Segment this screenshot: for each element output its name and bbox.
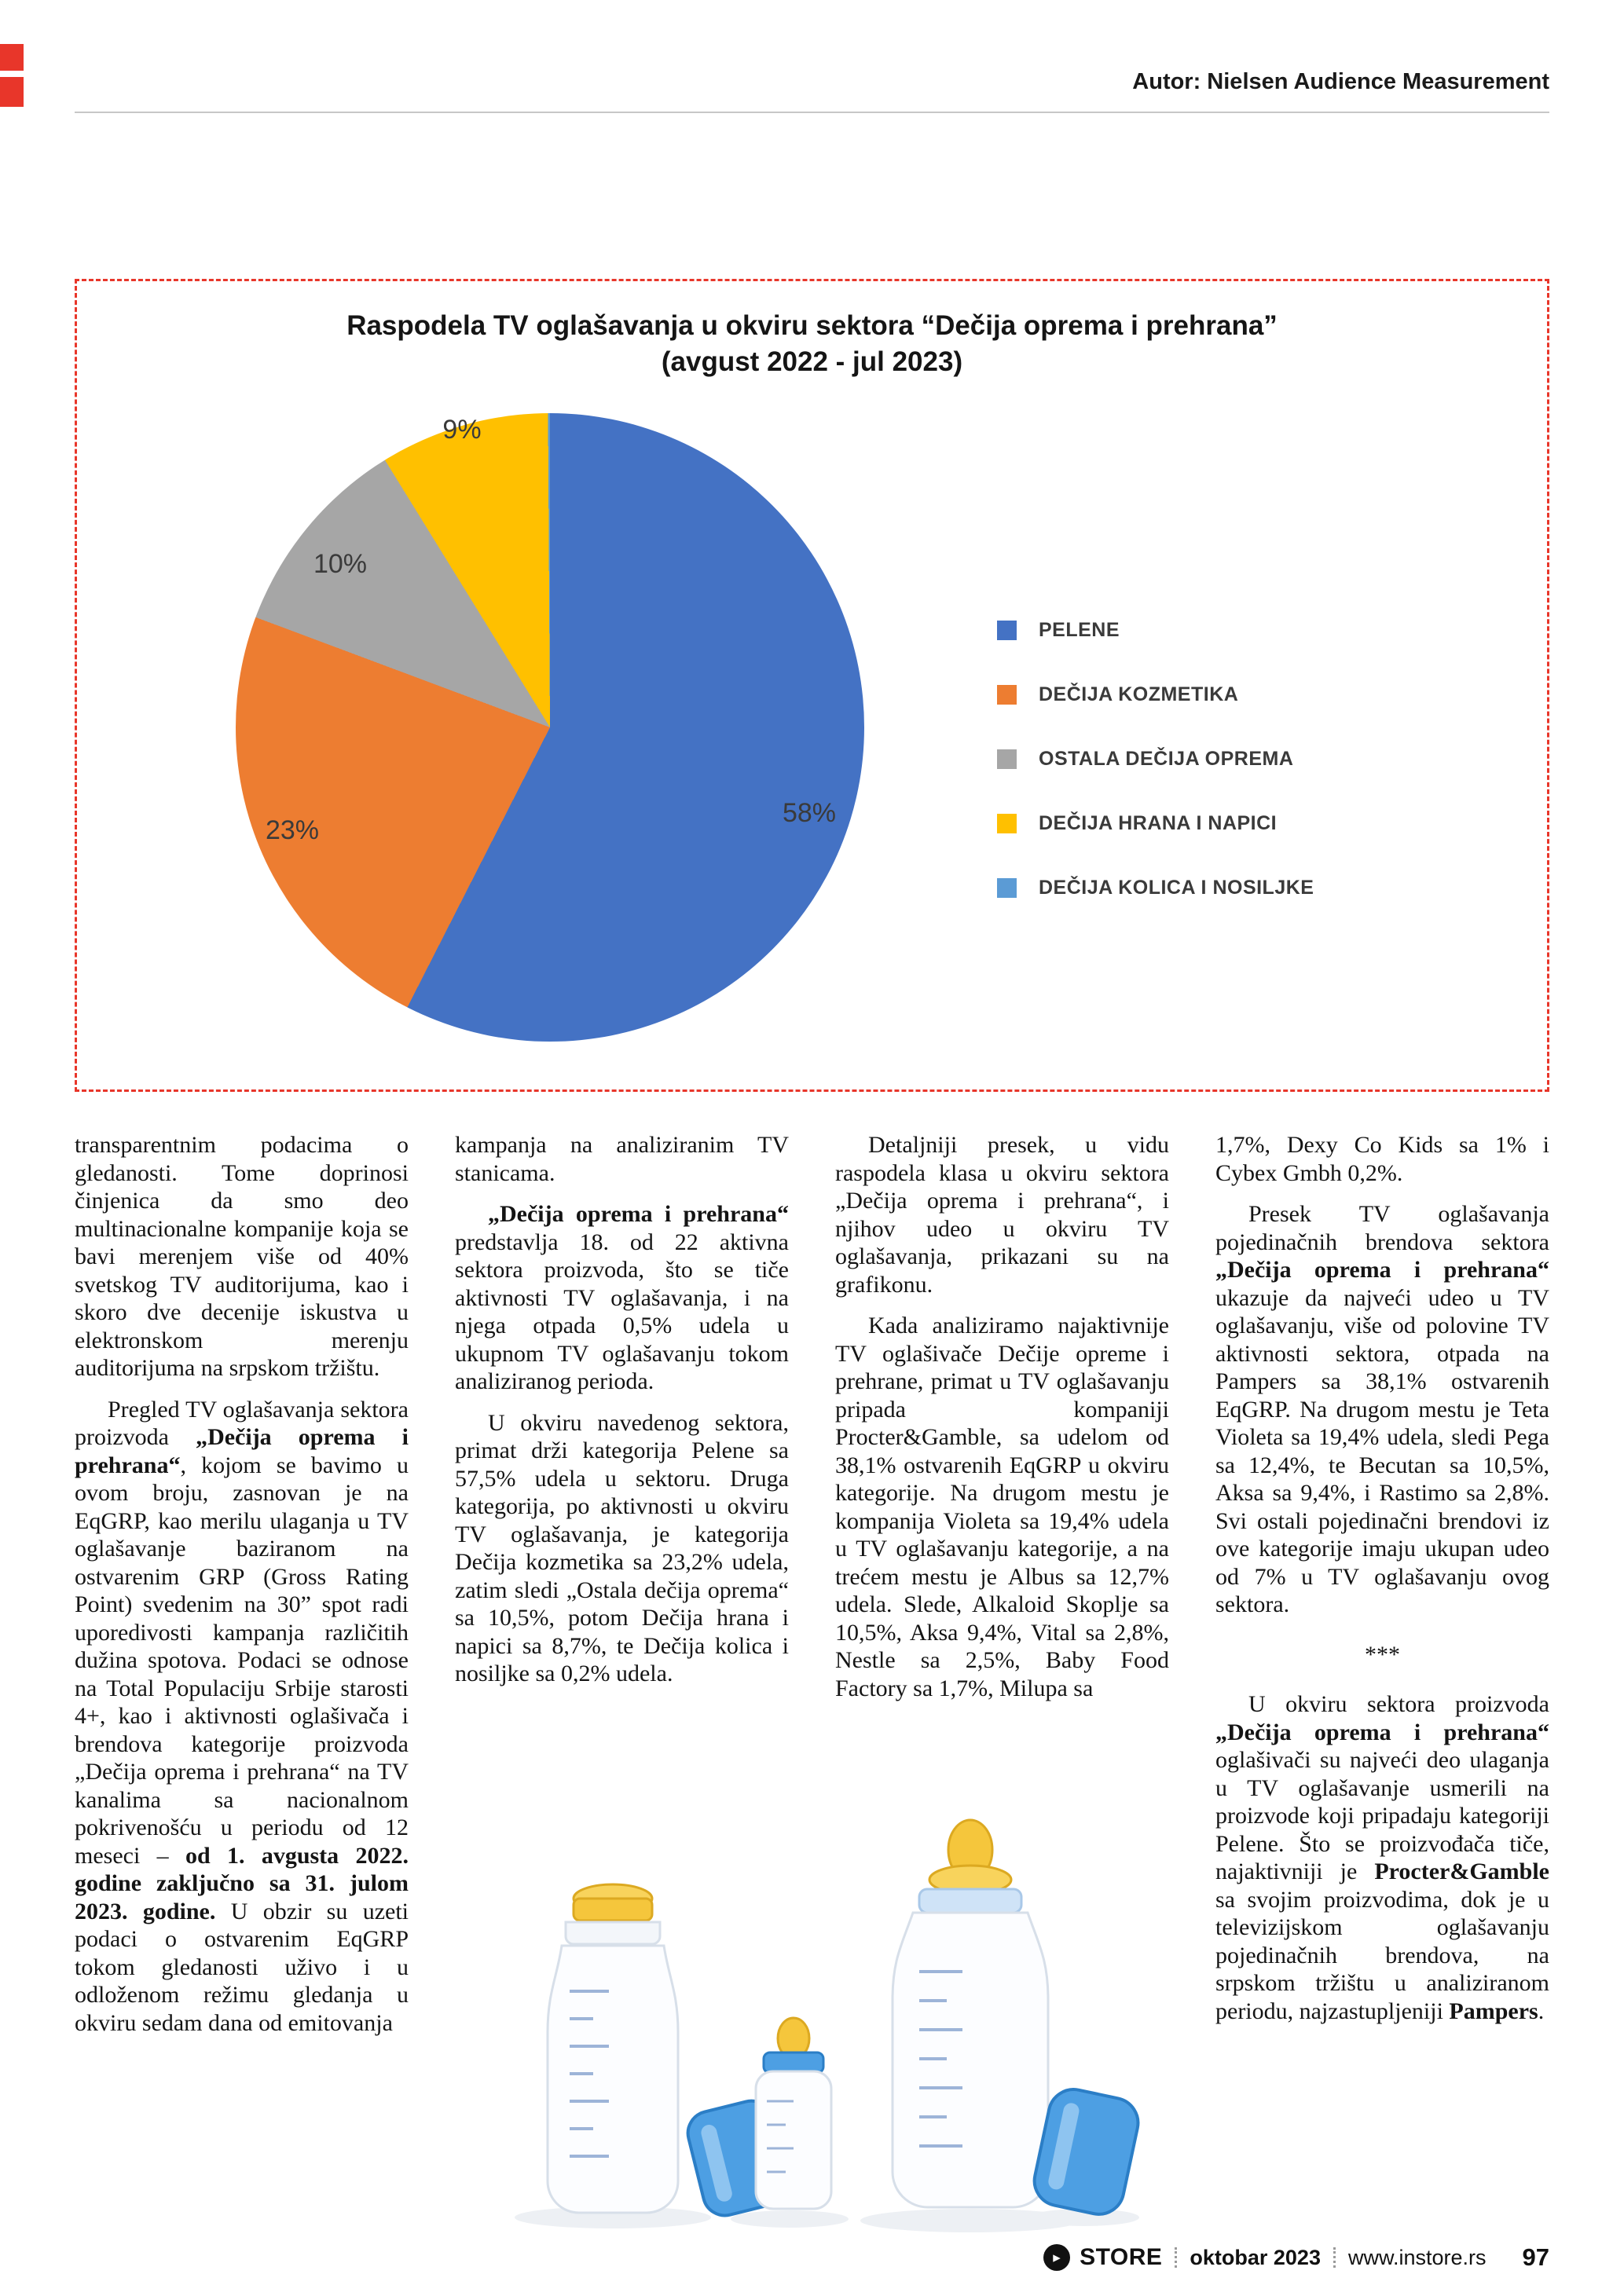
pie-label-decija-hrana-i-napici: 9%	[442, 415, 482, 445]
article-paragraph: transparentnim podacima o gledanosti. Tome doprinosi činjenica da smo deo multinacionalne kompanije koja se bavi merenjem više od 40% svetskog TV auditorijuma, kao i skoro dve decenije iskustva u elektronskom merenju auditorijuma na srpskom tržištu.	[75, 1132, 409, 1381]
article-column-3	[835, 1131, 1169, 1716]
pie-label-ostala-decija-oprema: 10%	[313, 549, 368, 579]
pie-label-pelene: 58%	[782, 798, 837, 828]
chart-panel	[75, 279, 1549, 1092]
author-credit: Autor: Nielsen Audience Measurement	[1132, 69, 1549, 94]
legend-swatch	[997, 685, 1017, 705]
article-paragraph: ***	[1365, 1641, 1400, 1668]
legend-item	[997, 619, 1314, 642]
page-footer	[75, 2243, 1549, 2272]
page-edge-marker-bottom	[0, 77, 24, 107]
legend-label: PELENE	[1039, 619, 1120, 641]
footer-divider	[1175, 2247, 1177, 2268]
legend-item	[997, 877, 1314, 899]
header-rule	[75, 112, 1549, 113]
article-paragraph: U okviru sektora proizvoda „Dečija oprema i prehrana“ oglašivači su najveći deo ulaganja u TV oglašavanje usmerili na proizvode koji pripadaju kategoriji Pelene. Što se proizvođača tiče, najaktivniji je Procter&Gamble sa svojim proizvodima, dok je u televizijskom oglašavanju pojedinačnih brendova, na srpskom tržištu u analiziranom periodu, najzastupljeniji Pampers.	[1215, 1691, 1549, 2024]
footer-brand: STORE	[1080, 2244, 1163, 2270]
article-paragraph: U okviru navedenog sektora, primat drži kategorija Pelene sa 57,5% udela u sektoru. Druga kategorija, po aktivnosti u okviru TV oglašavanja, je kategorija Dečija kozmetika sa 23,2% udela, zatim sledi „Ostala dečija oprema“ sa 10,5%, potom Dečija hrana i napici sa 8,7%, te Dečija kolica i nosiljke sa 0,2% udela.	[455, 1409, 789, 1686]
legend-item	[997, 683, 1314, 706]
article-paragraph: Detaljniji presek, u vidu raspodela klasa u okviru sektora „Dečija oprema i prehrana“, i njihov udeo u okviru TV oglašavanja, prikazani su na grafikonu.	[835, 1132, 1169, 1298]
article-paragraph: 1,7%, Dexy Co Kids sa 1% i Cybex Gmbh 0,2%.	[1215, 1132, 1549, 1186]
legend-swatch	[997, 749, 1017, 769]
article-paragraph: „Dečija oprema i prehrana“ predstavlja 18. od 22 aktivna sektora proizvoda, što se tiče aktivnosti TV oglašavanja, i na njega otpada 0,5% udela u ukupnom TV oglašavanju tokom analiziranog perioda.	[455, 1201, 789, 1394]
footer-website: www.instore.rs	[1347, 2245, 1487, 2269]
page-edge-marker-top	[0, 44, 24, 71]
legend-swatch	[997, 878, 1017, 898]
legend-swatch	[997, 814, 1017, 833]
legend-label: DEČIJA HRANA I NAPICI	[1039, 812, 1278, 834]
legend-label: DEČIJA KOZMETIKA	[1039, 683, 1239, 705]
article-paragraph: Presek TV oglašavanja pojedinačnih brendova sektora „Dečija oprema i prehrana“ ukazuje da najveći udeo u TV oglašavanju, više od polovine TV aktivnosti sektora, otpada na Pampers sa 38,1% ostvarenih EqGRP. Na drugom mestu je Teta Violeta sa 19,4% udela, sledi Pega sa 12,4%, te Becutan sa 10,5%, Aksa sa 9,4%, i Rastimo sa 2,8%. Svi ostali pojedinačni brendovi iz ove kategorije imaju ukupan udeo od 7% u TV oglašavanju ovog sektora.	[1215, 1201, 1549, 1617]
article-column-2	[455, 1131, 789, 1701]
page-number: 97	[1522, 2243, 1549, 2271]
baby-bottles-illustration	[479, 1787, 1147, 2239]
legend-item	[997, 748, 1314, 771]
chart-legend	[997, 619, 1314, 941]
article-paragraph: Pregled TV oglašavanja sektora proizvoda „Dečija oprema i prehrana“, kojom se bavimo u ovom broju, zasnovan je na EqGRP, kao merilu ulaganja u TV oglašavanje baziranom na ostvarenim GRP (Gross Rating Point) svedenim na 30” spot radi uporedivosti kampanja različitih dužina spotova. Podaci se odnose na Total Populaciju Srbije starosti 4+, kao i aktivnosti oglašivača i brendova kategorije proizvoda „Dečija oprema i prehrana“ na TV kanalima sa nacionalnom pokrivenošću u periodu od 12 meseci – od 1. avgusta 2022. godine zaključno sa 31. julom 2023. godine. U obzir su uzeti podaci o ostvarenim EqGRP tokom gledanosti uživo i u odloženom režimu gledanja u okviru sedam dana od emitovanja	[75, 1396, 409, 2036]
chart-title-line1: Raspodela TV oglašavanja u okviru sektora “Dečija oprema i prehrana”	[346, 310, 1278, 341]
legend-item	[997, 812, 1314, 835]
article-column-1	[75, 1131, 409, 2050]
article-column-4	[1215, 1131, 1549, 2038]
footer-divider	[1333, 2247, 1336, 2268]
article-paragraph: kampanja na analiziranim TV stanicama.	[455, 1132, 789, 1186]
pie-label-decija-kozmetika: 23%	[265, 815, 320, 845]
legend-label: OSTALA DEČIJA OPREMA	[1039, 748, 1294, 770]
article-paragraph: Kada analiziramo najaktivnije TV oglašivače Dečije opreme i prehrane, primat u TV oglašavanju pripada kompaniji Procter&Gamble, sa udelom od 38,1% ostvarenih EqGRP u okviru kategorije. Na drugom mestu je kompanija Violeta sa 19,4% udela u TV oglašavanju kategorije, a na trećem mestu je Albus sa 12,7% udela. Slede, Alkaloid Skoplje sa 10,5%, Aksa 9,4%, Vital sa 2,8%, Nestle sa 2,5%, Baby Food Factory sa 1,7%, Milupa sa	[835, 1313, 1169, 1701]
legend-label: DEČIJA KOLICA I NOSILJKE	[1039, 877, 1314, 899]
baby-bottles-svg	[479, 1787, 1147, 2239]
pie-chart	[236, 413, 864, 1042]
footer-issue: oktobar 2023	[1190, 2245, 1321, 2269]
chart-title-line2: (avgust 2022 - jul 2023)	[661, 346, 963, 377]
legend-swatch	[997, 621, 1017, 640]
instore-logo-icon: ▸	[1043, 2244, 1070, 2271]
chart-title	[77, 281, 1547, 380]
